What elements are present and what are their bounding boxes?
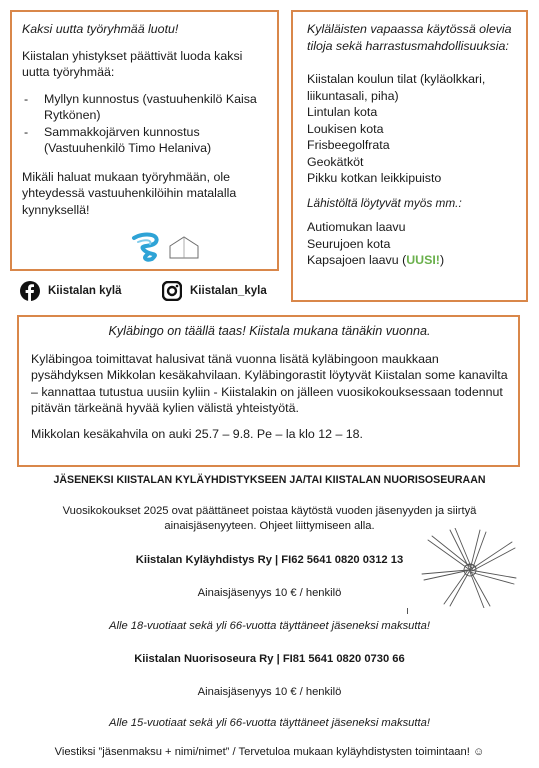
- facilities-list: [307, 71, 516, 187]
- list-item-text: Kapsajoen laavu (: [307, 253, 407, 267]
- instagram-link[interactable]: [162, 281, 267, 301]
- list-item: [307, 252, 516, 269]
- working-groups-list: [22, 91, 267, 157]
- facilities-title: Kyläläisten vapaassa käytössä olevia tiloja sekä harrastusmahdollisuuksia:: [307, 22, 512, 53]
- facebook-icon: [20, 281, 40, 301]
- list-item: - Sammakkojärven kunnostus (Vastuuhenkilö Timo Helaniva): [22, 124, 267, 157]
- list-item: Kiistalan koulun tilat (kyläolkkari, liikuntasali, piha): [307, 72, 486, 103]
- list-item-suffix: ): [439, 253, 445, 267]
- list-item: Loukisen kota: [307, 121, 384, 136]
- bingo-title: Kyläbingo on täällä taas! Kiistala mukana tänäkin vuonna.: [108, 324, 431, 338]
- divider-mark: [407, 608, 408, 614]
- list-item: Lintulan kota: [307, 105, 378, 119]
- joined-hands-drawing: [420, 528, 520, 608]
- assoc1-account: Kiistalan Kyläyhdistys Ry | FI62 5641 0820 0312 13: [135, 554, 404, 566]
- list-item: Geokätköt: [307, 154, 364, 169]
- working-groups-intro: Kiistalan yhistykset päättivät luoda kaksi uutta työryhmää:: [22, 48, 243, 79]
- nearby-title: Lähistöltä löytyvät myös mm.:: [307, 195, 462, 210]
- working-groups-outro: Mikäli haluat mukaan työryhmään, ole yhteydessä vastuuhenkilöihin matalalla kynnyksellä!: [22, 169, 237, 217]
- assoc1-fee: Ainaisjäsenyys 10 € / henkilö: [197, 587, 342, 599]
- list-item: Frisbeegolfrata: [307, 138, 390, 152]
- list-item: - Myllyn kunnostus (vastuuhenkilö Kaisa Rytkönen): [22, 91, 267, 124]
- house-outline-icon: [167, 234, 201, 260]
- working-groups-title: Kaksi uutta työryhmää luotu!: [22, 22, 179, 36]
- nearby-list: [307, 219, 516, 269]
- bingo-box: [17, 315, 520, 467]
- instagram-label: Kiistalan_kyla: [190, 285, 267, 297]
- bingo-hours: Mikkolan kesäkahvila on auki 25.7 – 9.8. Pe – la klo 12 – 18.: [31, 426, 364, 441]
- assoc1-free-note: Alle 18-vuotiaat sekä yli 66-vuotta täyttäneet jäseneksi maksutta!: [109, 620, 430, 632]
- facebook-link[interactable]: [20, 281, 122, 301]
- bingo-body: Kyläbingoa toimittavat halusivat tänä vuonna lisätä kyläbingoon maukkaan pysähdyksen Mikkolan kesäkahvilaan. Kyläbingorastit löytyvät Kiistalan some kanavilta – kannattaa tutustua uusiin kyliin - Kiistalakin on jälleen vuosikokouksessaan todennut pitävän tärkeänä hyvää kylien välistä yhteistyötä.: [31, 351, 508, 415]
- membership-heading: JÄSENEKSI KIISTALAN KYLÄYHDISTYKSEEN JA/TAI KIISTALAN NUORISOSEURAAN: [53, 474, 486, 486]
- instagram-icon: [162, 281, 182, 301]
- new-badge: UUSI!: [406, 253, 440, 267]
- membership-intro: Vuosikokoukset 2025 ovat päättäneet poistaa käytöstä vuoden jäsenyyden ja siirtyä ainaisjäsenyyteen. Ohjeet liittymiseen alla.: [62, 505, 477, 532]
- list-item: Pikku kotkan leikkipuisto: [307, 171, 442, 185]
- assoc2-fee: Ainaisjäsenyys 10 € / henkilö: [197, 686, 342, 698]
- assoc2-account: Kiistalan Nuorisoseura Ry | FI81 5641 0820 0730 66: [134, 653, 405, 665]
- membership-footer: Viestiksi ”jäsenmaksu + nimi/nimet” / Tervetuloa mukaan kyläyhdistysten toimintaan! ☺: [54, 746, 485, 758]
- facebook-label: Kiistalan kylä: [48, 285, 122, 297]
- facilities-box: [291, 10, 528, 302]
- assoc2-free-note: Alle 15-vuotiaat sekä yli 66-vuotta täyttäneet jäseneksi maksutta!: [109, 717, 430, 729]
- list-item: Autiomukan laavu: [307, 220, 406, 234]
- list-item: Seurujoen kota: [307, 236, 391, 251]
- working-groups-box: [10, 10, 279, 271]
- water-swirl-icon: [130, 230, 164, 262]
